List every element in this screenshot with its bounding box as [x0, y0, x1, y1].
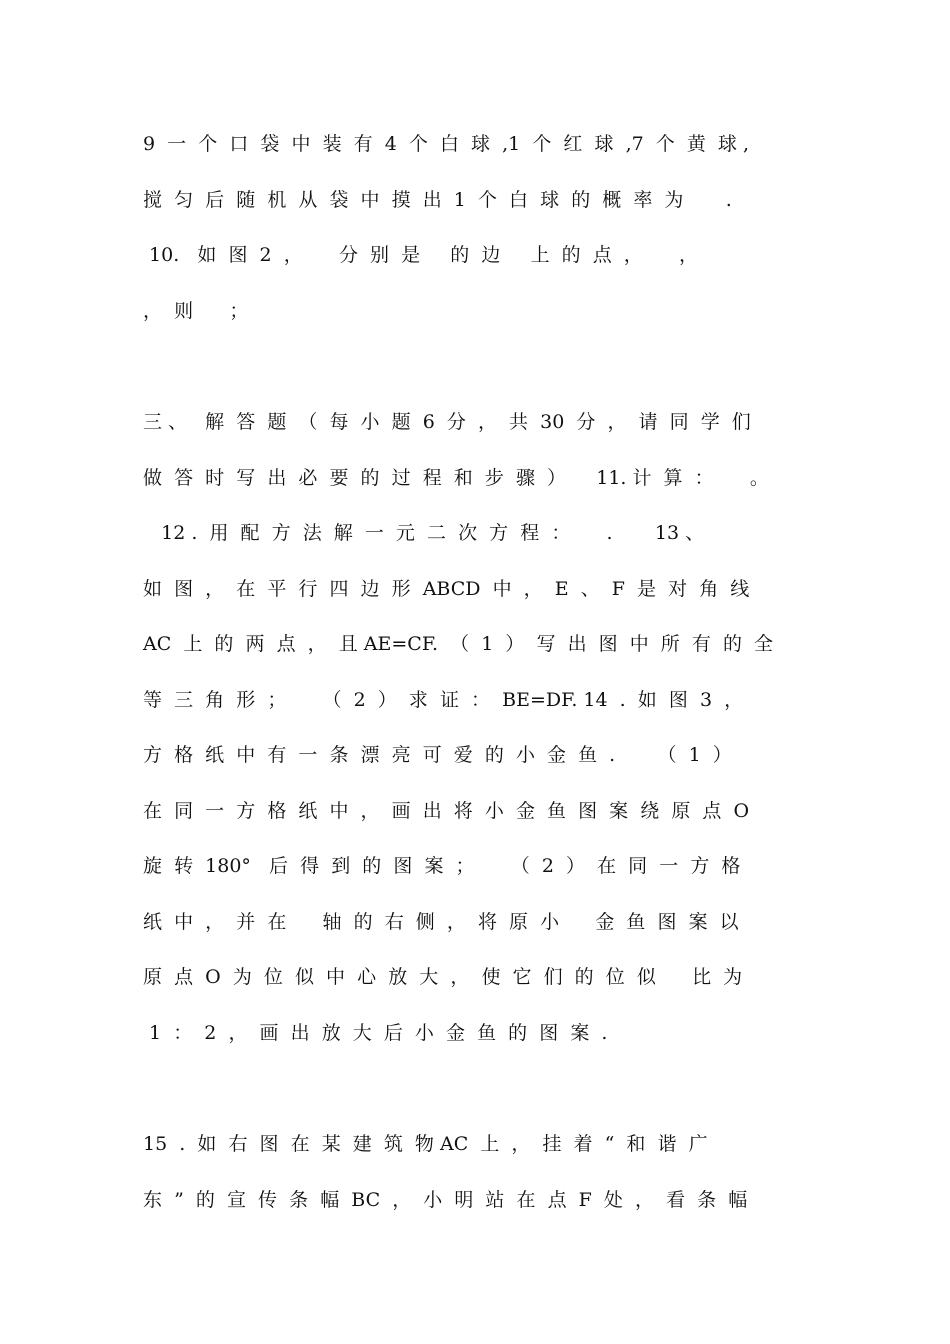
- question-12-line: 12 . 用 配 方 法 解 一 元 二 次 方 程 ： . 13 、: [143, 522, 705, 544]
- question-9-line-2: 搅 匀 后 随 机 从 袋 中 摸 出 1 个 白 球 的 概 率 为 .: [143, 189, 732, 211]
- question-9-line-1: 9 一 个 口 袋 中 装 有 4 个 白 球 ,1 个 红 球 ,7 个 黄 球 ,: [143, 133, 750, 155]
- question-13-line-3: 等 三 角 形 ； （ 2 ） 求 证 ： BE=DF. 14 . 如 图 3 ，: [143, 689, 744, 711]
- section-3-heading-cont: 做 答 时 写 出 必 要 的 过 程 和 步 骤 ） 11. 计 算 ： 。: [143, 467, 769, 489]
- question-14-line-2: 在 同 一 方 格 纸 中 ， 画 出 将 小 金 鱼 图 案 绕 原 点 O: [143, 800, 750, 822]
- question-14-line-3: 旋 转 180° 后 得 到 的 图 案 ； （ 2 ） 在 同 一 方 格: [143, 855, 741, 877]
- question-14-line-4: 纸 中 ， 并 在 轴 的 右 侧 ， 将 原 小 金 鱼 图 案 以: [143, 911, 739, 933]
- question-13-line-1: 如 图 ， 在 平 行 四 边 形 ABCD 中 ， E 、 F 是 对 角 线: [143, 578, 750, 600]
- question-15-line-1: 15 . 如 右 图 在 某 建 筑 物 AC 上 ， 挂 着 “ 和 谐 广: [143, 1133, 708, 1155]
- question-13-line-2: AC 上 的 两 点 ， 且 AE=CF. （ 1 ） 写 出 图 中 所 有 的 全: [143, 633, 774, 655]
- question-14-line-1: 方 格 纸 中 有 一 条 漂 亮 可 爱 的 小 金 鱼 . （ 1 ）: [143, 744, 732, 766]
- question-10-line-2: ， 则 ；: [143, 300, 249, 322]
- section-3-heading: 三 、 解 答 题 （ 每 小 题 6 分 ， 共 30 分 ， 请 同 学 们: [143, 411, 751, 433]
- question-14-line-6: 1 ： 2 ， 画 出 放 大 后 小 金 鱼 的 图 案 .: [143, 1022, 608, 1044]
- question-15-line-2: 东 ” 的 宣 传 条 幅 BC ， 小 明 站 在 点 F 处 ， 看 条 幅: [143, 1189, 748, 1211]
- question-14-line-5: 原 点 O 为 位 似 中 心 放 大 ， 使 它 们 的 位 似 比 为: [143, 966, 743, 988]
- question-10-line-1: 10. 如 图 2 ， 分 别 是 的 边 上 的 点 ， ，: [143, 244, 699, 266]
